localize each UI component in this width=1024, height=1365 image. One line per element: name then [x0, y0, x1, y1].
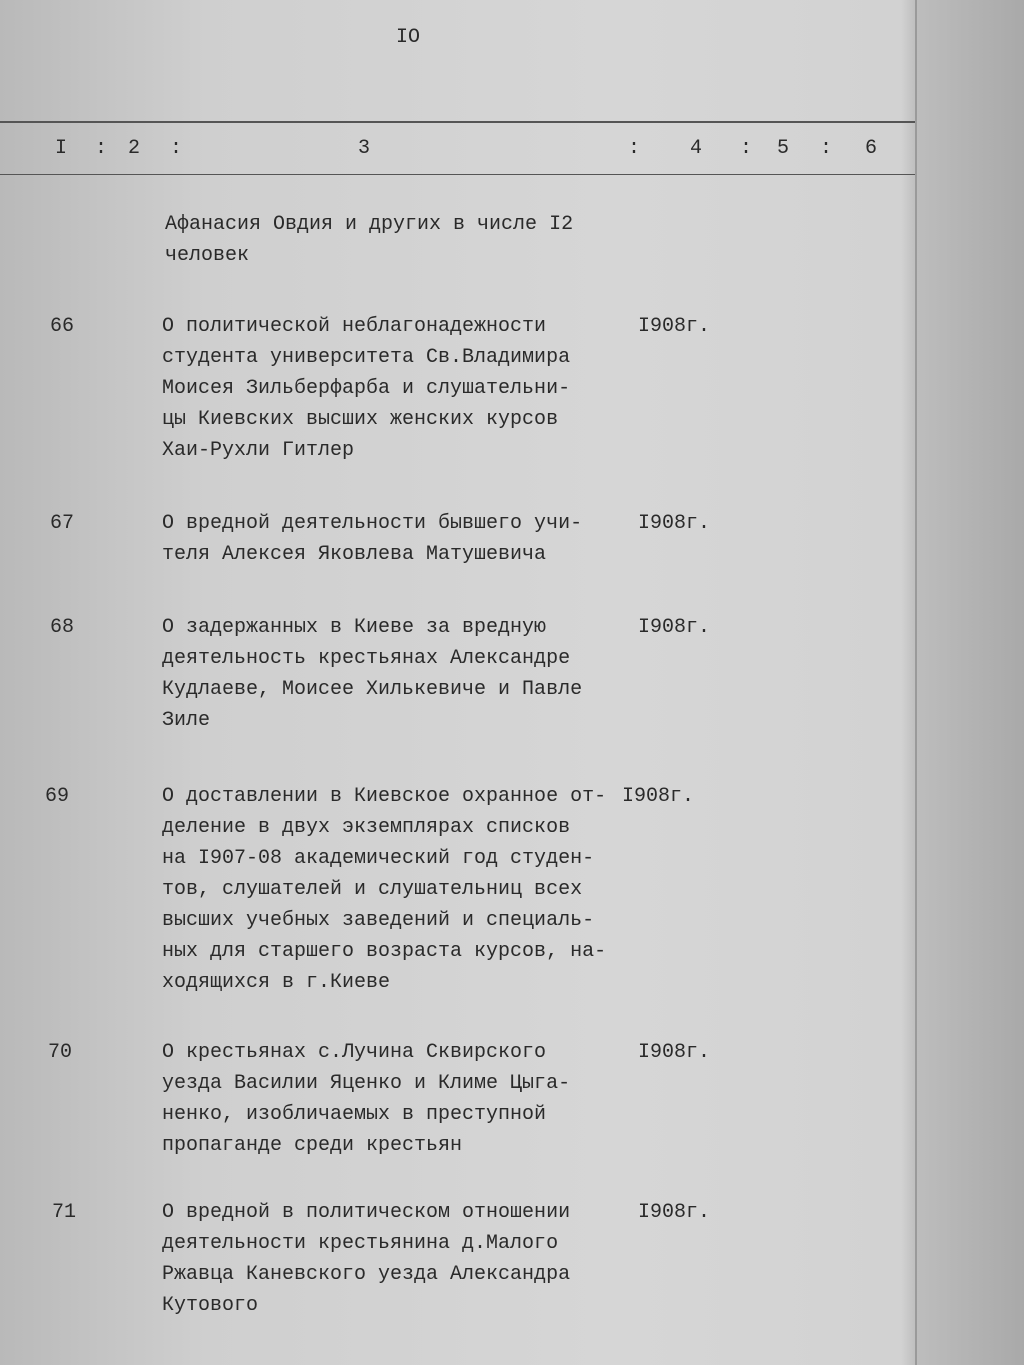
text-line: деятельности крестьянина д.Малого — [162, 1232, 559, 1255]
entry-number: 69 — [45, 785, 70, 808]
entry-number: 67 — [50, 512, 75, 535]
entry-number: 71 — [52, 1201, 77, 1224]
text-line: пропаганде среди крестьян — [162, 1134, 463, 1157]
text-line: тов, слушателей и слушательниц всех — [162, 878, 583, 901]
text-line: цы Киевских высших женских курсов — [162, 408, 559, 431]
entry-number: 70 — [48, 1041, 73, 1064]
header-top-rule — [0, 121, 915, 123]
page-edge — [915, 0, 917, 1365]
col-4: 4 — [690, 137, 703, 160]
text-line: О вредной в политическом отношении — [162, 1201, 571, 1224]
text-line: О вредной деятельности бывшего учи- — [162, 512, 583, 535]
text-line: О доставлении в Киевское охранное от- — [162, 785, 607, 808]
col-1: I — [55, 137, 68, 160]
text-line: ненко, изобличаемых в преступной — [162, 1103, 547, 1126]
text-line: теля Алексея Яковлева Матушевича — [162, 543, 547, 566]
entry-year: I908г. — [638, 616, 711, 639]
text-line: студента университета Св.Владимира — [162, 346, 571, 369]
text-line: Кудлаеве, Моисее Хилькевиче и Павле — [162, 678, 583, 701]
sep: : — [820, 137, 833, 160]
text-line: Хаи-Рухли Гитлер — [162, 439, 355, 462]
entry-title — [162, 612, 582, 736]
col-5: 5 — [777, 137, 790, 160]
header-bottom-rule — [0, 174, 915, 175]
sep: : — [628, 137, 641, 160]
page-number: IO — [396, 26, 421, 49]
entry-title — [162, 1197, 570, 1321]
col-6: 6 — [865, 137, 878, 160]
entry-title — [162, 781, 606, 998]
text-line: ходящихся в г.Киеве — [162, 971, 391, 994]
sep: : — [95, 137, 108, 160]
text-line: Кутового — [162, 1294, 259, 1317]
entry-year: I908г. — [622, 785, 695, 808]
sep: : — [170, 137, 183, 160]
col-3: 3 — [358, 137, 371, 160]
entry-year: I908г. — [638, 1201, 711, 1224]
continuation-text — [165, 209, 573, 271]
text-line: Ржавца Каневского уезда Александра — [162, 1263, 571, 1286]
entry-year: I908г. — [638, 512, 711, 535]
text-line: высших учебных заведений и специаль- — [162, 909, 595, 932]
entry-title — [162, 1037, 570, 1161]
text-line: на I907-08 академический год студен- — [162, 847, 595, 870]
col-2: 2 — [128, 137, 141, 160]
text-line: Зиле — [162, 709, 211, 732]
text-line: деление в двух экземплярах списков — [162, 816, 571, 839]
text-line: Моисея Зильберфарба и слушательни- — [162, 377, 571, 400]
text-line: О политической неблагонадежности — [162, 315, 547, 338]
entry-year: I908г. — [638, 315, 711, 338]
entry-title — [162, 311, 570, 466]
text-line: деятельность крестьянах Александре — [162, 647, 571, 670]
entry-year: I908г. — [638, 1041, 711, 1064]
text-line: Афанасия Овдия и других в числе I2 — [165, 213, 574, 236]
entry-number: 68 — [50, 616, 75, 639]
text-line: О крестьянах с.Лучина Сквирского — [162, 1041, 547, 1064]
text-line: О задержанных в Киеве за вредную — [162, 616, 547, 639]
text-line: человек — [165, 244, 250, 267]
entry-number: 66 — [50, 315, 75, 338]
text-line: ных для старшего возраста курсов, на- — [162, 940, 607, 963]
text-line: уезда Василии Яценко и Климе Цыга- — [162, 1072, 571, 1095]
entry-title — [162, 508, 582, 570]
sep: : — [740, 137, 753, 160]
